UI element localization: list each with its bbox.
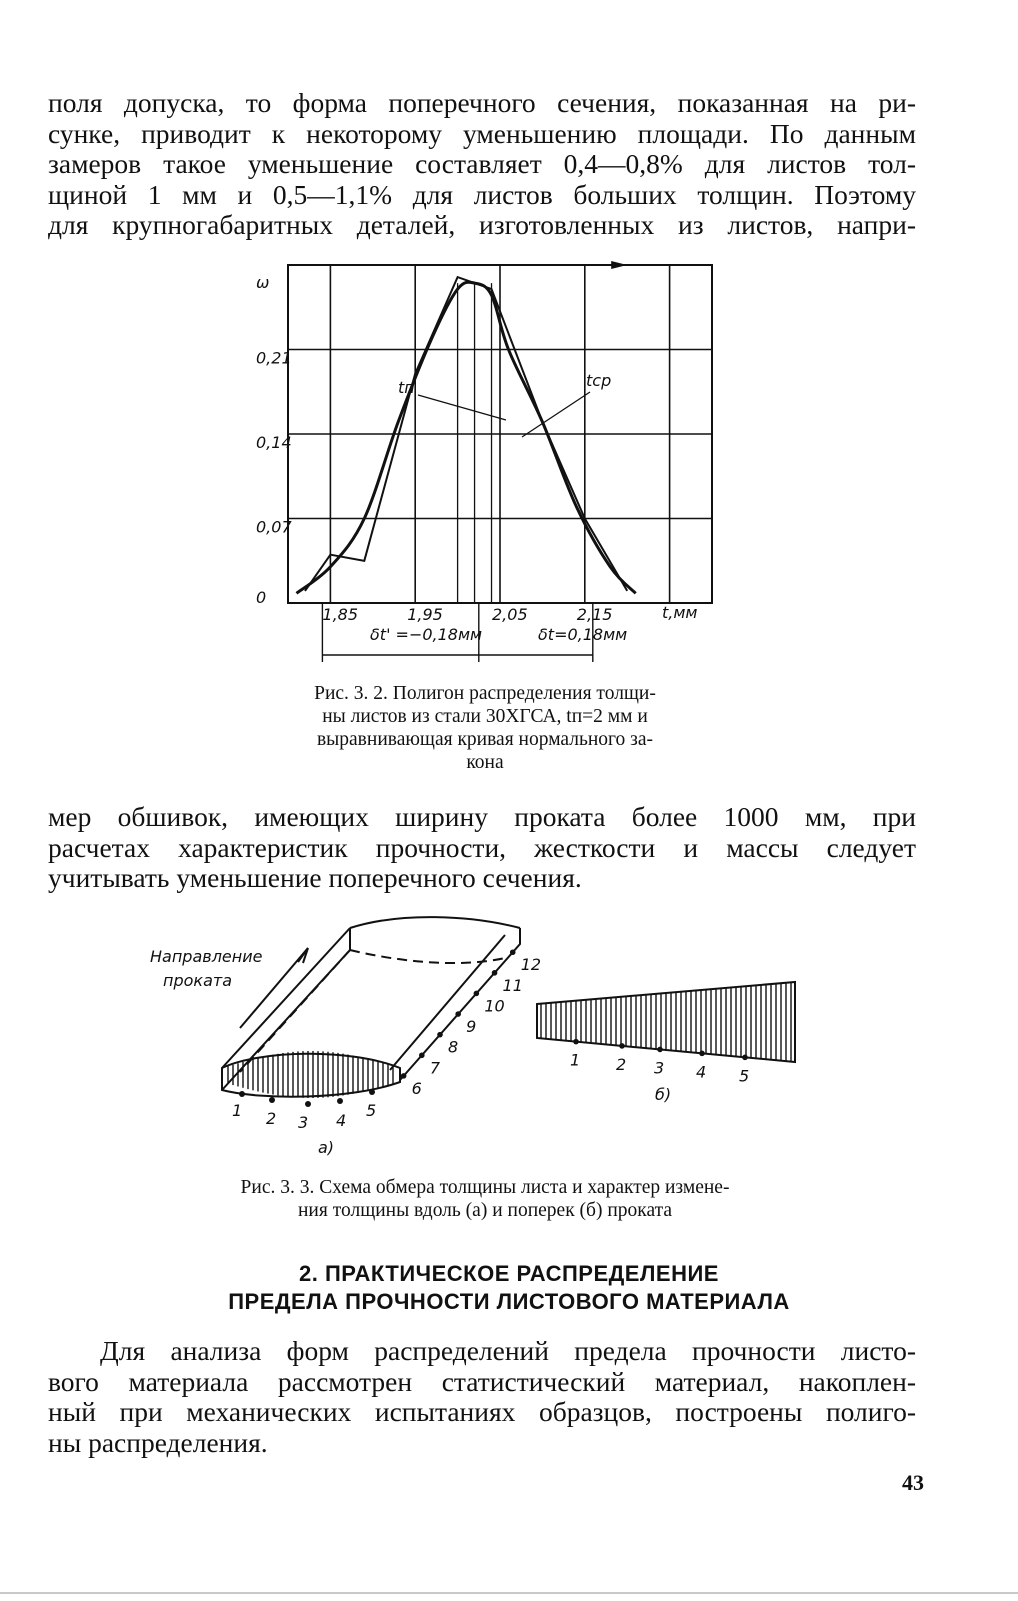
text-line: замеров такое уменьшение составляет 0,4—0,8% для листов тол-: [48, 148, 916, 179]
tcp-label: tср: [586, 371, 612, 390]
text-line: вого материала рассмотрен статистический материал, накоплен-: [48, 1365, 916, 1397]
point-label: 6: [411, 1078, 422, 1098]
measure-point: [269, 1097, 275, 1103]
measure-point: [337, 1098, 343, 1104]
text-line: расчетах характеристик прочности, жесткости и массы следует: [48, 831, 916, 863]
paragraph-3: [48, 1336, 916, 1458]
text-line: ный при механических испытаниях образцов, построены полиго-: [48, 1396, 916, 1427]
measure-point: [742, 1055, 748, 1061]
measure-point: [401, 1073, 407, 1079]
measure-point: [619, 1043, 625, 1049]
text-line: поля допуска, то форма поперечного сечения, показанная на ри-: [48, 87, 916, 118]
y-axis-label: ω: [256, 273, 270, 292]
point-label: 5: [739, 1066, 750, 1086]
section-point-labels: [232, 1101, 376, 1132]
edge-point-labels: [412, 955, 541, 1098]
point-label: 2: [616, 1054, 627, 1074]
point-label: 7: [429, 1058, 441, 1078]
point-label: 8: [448, 1037, 459, 1057]
x-axis-label: t,мм: [662, 603, 698, 622]
text-line: щиной 1 мм и 0,5—1,1% для листов больших толщин. Поэтому: [48, 178, 916, 210]
point-label: 12: [520, 955, 542, 975]
label-a: а): [318, 1138, 335, 1157]
measure-point: [573, 1039, 579, 1045]
text-line: ны распределения.: [48, 1426, 268, 1458]
text-line: мер обшивок, имеющих ширину проката более 1000 мм, при: [48, 801, 916, 832]
measure-point: [305, 1101, 311, 1107]
text-line: учитывать уменьшение поперечного сечения.: [48, 862, 582, 893]
measure-point: [510, 949, 516, 955]
point-label: 2: [266, 1109, 277, 1128]
measure-point: [455, 1011, 461, 1017]
x-tick-label: 1,95: [407, 605, 443, 624]
measure-point: [437, 1032, 443, 1038]
point-label: 11: [502, 975, 523, 995]
delta-left-label: δt' =−0,18мм: [370, 625, 483, 644]
heading-line: ПРЕДЕЛА ПРОЧНОСТИ ЛИСТОВОГО МАТЕРИАЛА: [228, 1289, 790, 1314]
slab-top-far-edge: [350, 917, 520, 928]
caption-line: Рис. 3. 3. Схема обмера толщины листа и характер измене-: [240, 1177, 730, 1198]
measure-point: [657, 1047, 663, 1053]
delta-right-label: δt=0,18мм: [538, 625, 628, 644]
caption-line: выравнивающая кривая нормального за-: [316, 729, 654, 750]
page-number: 43: [902, 1470, 924, 1495]
measure-point: [492, 970, 498, 976]
direction-label-line2: проката: [163, 971, 232, 990]
y-tick-label: 0: [256, 588, 267, 607]
point-label: 1: [232, 1101, 243, 1120]
bottom-scan-edge: [0, 1592, 1018, 1594]
section-heading: [0, 1260, 1018, 1316]
direction-label-line1: Направление: [150, 947, 263, 966]
x-tick-label: 1,85: [322, 605, 359, 624]
point-label: 9: [466, 1017, 477, 1037]
point-label: 4: [336, 1111, 347, 1130]
caption-line: ны листов из стали 30ХГСА, tп=2 мм и: [322, 706, 648, 727]
x-tick-label: 2,05: [492, 605, 528, 624]
measure-point: [474, 991, 480, 997]
measure-point: [699, 1051, 705, 1057]
text-line: для крупногабаритных деталей, изготовленных из листов, напри-: [48, 209, 916, 240]
y-tick-label: 0,07: [256, 517, 292, 537]
tn-label: tп: [398, 378, 415, 397]
y-tick-label: 0,21: [256, 348, 292, 368]
point-label: 4: [696, 1062, 707, 1082]
point-label: 3: [298, 1113, 309, 1132]
heading-line: 2. ПРАКТИЧЕСКОЕ РАСПРЕДЕЛЕНИЕ: [299, 1261, 719, 1286]
caption-line: Рис. 3. 2. Полигон распределения толщи-: [314, 683, 656, 704]
point-label: 3: [654, 1058, 665, 1078]
y-tick-label: 0,14: [256, 433, 292, 452]
point-label: 5: [366, 1101, 377, 1120]
x-tick-label: 2,15: [576, 605, 613, 624]
text-line: Для анализа форм распределений предела прочности листо-: [100, 1335, 916, 1366]
point-label: 10: [484, 996, 505, 1016]
point-label: 1: [570, 1050, 581, 1070]
caption-line: кона: [466, 752, 504, 773]
label-b: б): [655, 1085, 672, 1104]
caption-line: ния толщины вдоль (а) и поперек (б) проката: [297, 1200, 673, 1221]
measure-point: [239, 1091, 245, 1097]
measure-point: [419, 1052, 425, 1058]
figure-3-3-caption: [150, 1176, 820, 1222]
text-line: сунке, приводит к некоторому уменьшению площади. По данным: [48, 117, 916, 149]
measure-point: [369, 1089, 375, 1095]
